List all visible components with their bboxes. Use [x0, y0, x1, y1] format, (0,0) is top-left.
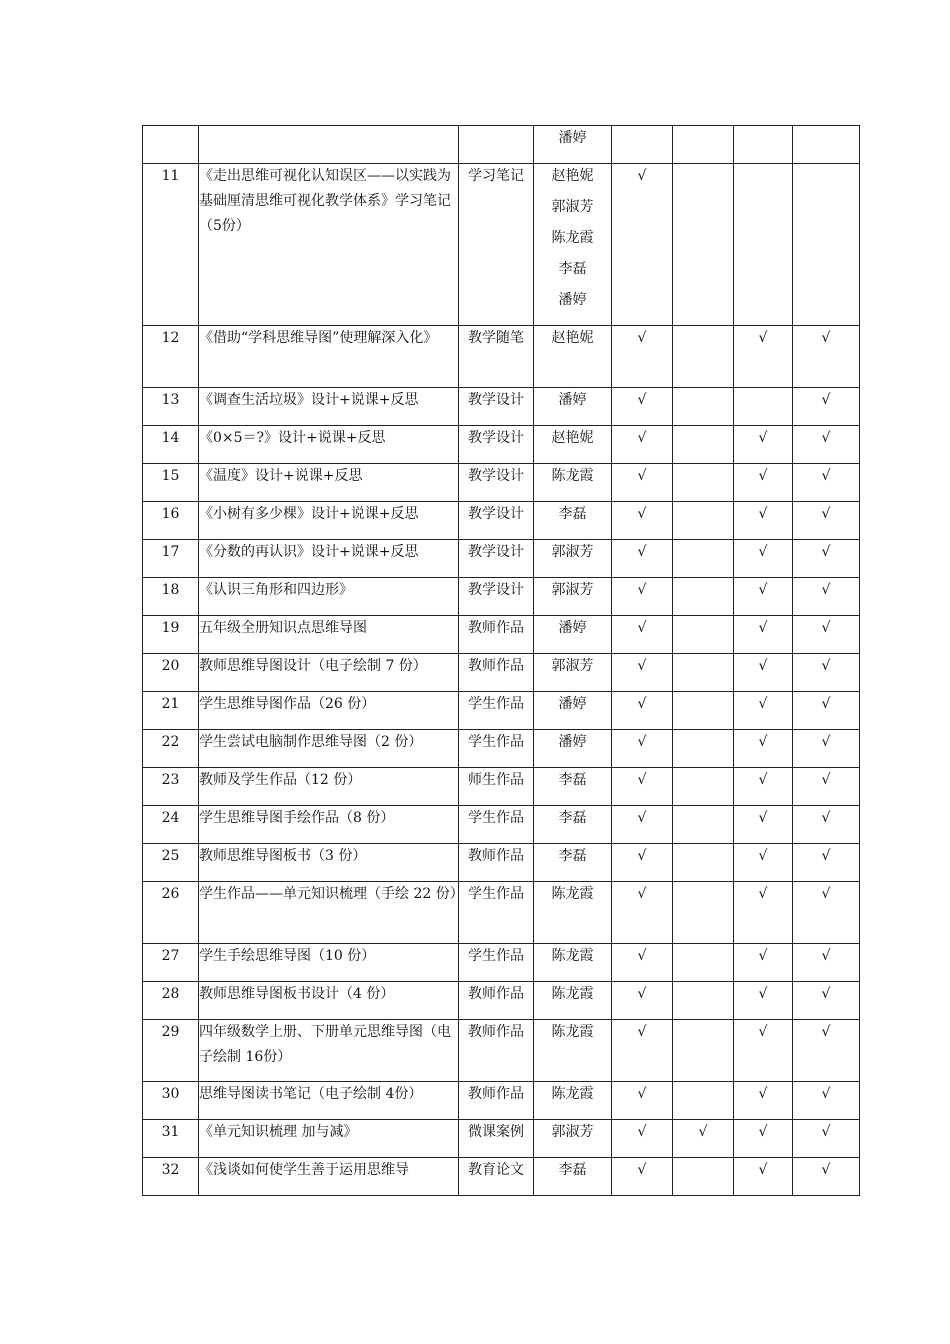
table-row	[143, 464, 860, 502]
row-number: 14	[143, 426, 199, 464]
check-mark-col1: √	[612, 426, 673, 464]
achievement-category: 学生作品	[459, 944, 534, 982]
achievement-category: 教学设计	[459, 388, 534, 426]
check-mark-col2	[673, 982, 734, 1020]
check-mark-col4: √	[793, 1082, 860, 1120]
check-mark-col3: √	[734, 540, 793, 578]
author-name: 潘婷	[558, 292, 587, 308]
check-mark-col2	[673, 616, 734, 654]
achievement-category: 教师作品	[459, 1082, 534, 1120]
author-name: 潘婷	[558, 130, 587, 146]
achievement-category: 教学设计	[459, 540, 534, 578]
check-mark-col1: √	[612, 806, 673, 844]
table-row	[143, 164, 860, 326]
achievement-category: 学生作品	[459, 806, 534, 844]
author-name: 陈龙霞	[551, 948, 594, 964]
author-list	[534, 882, 612, 944]
check-mark-col4: √	[793, 616, 860, 654]
check-mark-col4: √	[793, 326, 860, 388]
table-row	[143, 692, 860, 730]
check-mark-col1: √	[612, 464, 673, 502]
row-number: 30	[143, 1082, 199, 1120]
table-row	[143, 388, 860, 426]
author-list	[534, 502, 612, 540]
row-number: 20	[143, 654, 199, 692]
achievement-category: 学生作品	[459, 692, 534, 730]
achievement-title: 《分数的再认识》设计+说课+反思	[199, 540, 459, 578]
check-mark-col4: √	[793, 578, 860, 616]
author-name: 潘婷	[558, 696, 587, 712]
check-mark-col3: √	[734, 1082, 793, 1120]
achievement-category: 教师作品	[459, 654, 534, 692]
author-list	[534, 730, 612, 768]
table-row	[143, 126, 860, 164]
author-name: 李磊	[558, 1162, 587, 1178]
check-mark-col1: √	[612, 502, 673, 540]
author-list	[534, 616, 612, 654]
check-mark-col2	[673, 944, 734, 982]
author-list	[534, 944, 612, 982]
row-number: 18	[143, 578, 199, 616]
achievements-table	[142, 125, 860, 1196]
achievement-category: 教师作品	[459, 844, 534, 882]
table-row	[143, 616, 860, 654]
check-mark-col4: √	[793, 540, 860, 578]
achievement-category: 教学设计	[459, 502, 534, 540]
achievement-title: 教师思维导图板书设计（4 份）	[199, 982, 459, 1020]
check-mark-col4: √	[793, 982, 860, 1020]
check-mark-col2: √	[673, 1120, 734, 1158]
check-mark-col4: √	[793, 1020, 860, 1082]
row-number: 17	[143, 540, 199, 578]
table-row	[143, 982, 860, 1020]
check-mark-col2	[673, 426, 734, 464]
row-number: 15	[143, 464, 199, 502]
achievement-category: 教师作品	[459, 616, 534, 654]
check-mark-col1: √	[612, 1158, 673, 1196]
check-mark-col2	[673, 464, 734, 502]
check-mark-col1: √	[612, 944, 673, 982]
check-mark-col1: √	[612, 692, 673, 730]
achievement-title: 学生作品——单元知识梳理（手绘 22 份）	[199, 882, 459, 944]
row-number: 22	[143, 730, 199, 768]
author-name: 郭淑芳	[551, 582, 594, 598]
row-number: 19	[143, 616, 199, 654]
check-mark-col2	[673, 126, 734, 164]
author-name: 李磊	[558, 810, 587, 826]
check-mark-col1: √	[612, 578, 673, 616]
achievement-category: 学习笔记	[459, 164, 534, 326]
check-mark-col3: √	[734, 844, 793, 882]
check-mark-col3	[734, 126, 793, 164]
check-mark-col1: √	[612, 326, 673, 388]
check-mark-col4: √	[793, 1158, 860, 1196]
row-number: 32	[143, 1158, 199, 1196]
check-mark-col3: √	[734, 578, 793, 616]
author-name: 潘婷	[558, 734, 587, 750]
table-row	[143, 1020, 860, 1082]
table-row	[143, 730, 860, 768]
achievement-category: 教学设计	[459, 426, 534, 464]
row-number: 31	[143, 1120, 199, 1158]
author-list	[534, 388, 612, 426]
check-mark-col1: √	[612, 654, 673, 692]
check-mark-col4: √	[793, 806, 860, 844]
table-row	[143, 768, 860, 806]
author-name: 李磊	[558, 848, 587, 864]
achievement-title	[199, 126, 459, 164]
author-name: 陈龙霞	[551, 1086, 594, 1102]
author-list	[534, 126, 612, 164]
author-list	[534, 1082, 612, 1120]
author-list	[534, 426, 612, 464]
check-mark-col1: √	[612, 164, 673, 326]
achievement-title: 教师及学生作品（12 份）	[199, 768, 459, 806]
achievement-title: 学生尝试电脑制作思维导图（2 份）	[199, 730, 459, 768]
achievement-category: 教学随笔	[459, 326, 534, 388]
check-mark-col1: √	[612, 730, 673, 768]
achievement-category: 教师作品	[459, 1020, 534, 1082]
table-row	[143, 944, 860, 982]
row-number: 26	[143, 882, 199, 944]
check-mark-col3: √	[734, 806, 793, 844]
check-mark-col1: √	[612, 768, 673, 806]
row-number: 13	[143, 388, 199, 426]
check-mark-col2	[673, 654, 734, 692]
table-row	[143, 882, 860, 944]
check-mark-col2	[673, 1158, 734, 1196]
author-name: 赵艳妮	[551, 168, 594, 184]
table-row	[143, 326, 860, 388]
author-name: 赵艳妮	[551, 330, 594, 346]
author-name: 陈龙霞	[551, 886, 594, 902]
achievement-title: 学生思维导图手绘作品（8 份）	[199, 806, 459, 844]
check-mark-col3: √	[734, 426, 793, 464]
author-list	[534, 1020, 612, 1082]
author-list	[534, 1120, 612, 1158]
author-name: 赵艳妮	[551, 430, 594, 446]
check-mark-col3: √	[734, 944, 793, 982]
check-mark-col3: √	[734, 616, 793, 654]
table-row	[143, 806, 860, 844]
check-mark-col1: √	[612, 1120, 673, 1158]
author-list	[534, 164, 612, 326]
check-mark-col2	[673, 540, 734, 578]
row-number: 27	[143, 944, 199, 982]
check-mark-col3: √	[734, 730, 793, 768]
author-name: 李磊	[558, 506, 587, 522]
table-row	[143, 1120, 860, 1158]
check-mark-col2	[673, 882, 734, 944]
author-list	[534, 844, 612, 882]
row-number: 21	[143, 692, 199, 730]
row-number: 12	[143, 326, 199, 388]
check-mark-col4: √	[793, 844, 860, 882]
check-mark-col4	[793, 126, 860, 164]
achievement-category: 教师作品	[459, 982, 534, 1020]
check-mark-col1	[612, 126, 673, 164]
achievement-category	[459, 126, 534, 164]
achievement-title: 《浅谈如何使学生善于运用思维导	[199, 1158, 459, 1196]
row-number: 24	[143, 806, 199, 844]
achievement-category: 学生作品	[459, 730, 534, 768]
achievement-category: 师生作品	[459, 768, 534, 806]
achievement-title: 《0×5＝?》设计+说课+反思	[199, 426, 459, 464]
achievement-category: 学生作品	[459, 882, 534, 944]
table-row	[143, 1082, 860, 1120]
check-mark-col1: √	[612, 616, 673, 654]
author-name: 郭淑芳	[551, 1124, 594, 1140]
check-mark-col4: √	[793, 730, 860, 768]
check-mark-col3: √	[734, 882, 793, 944]
check-mark-col3: √	[734, 1020, 793, 1082]
row-number: 25	[143, 844, 199, 882]
check-mark-col4: √	[793, 944, 860, 982]
check-mark-col3: √	[734, 1158, 793, 1196]
check-mark-col4: √	[793, 464, 860, 502]
check-mark-col4: √	[793, 1120, 860, 1158]
check-mark-col4: √	[793, 426, 860, 464]
author-name: 李磊	[558, 261, 587, 277]
achievement-category: 教育论文	[459, 1158, 534, 1196]
check-mark-col3: √	[734, 1120, 793, 1158]
author-name: 陈龙霞	[551, 230, 594, 246]
check-mark-col3: √	[734, 326, 793, 388]
check-mark-col1: √	[612, 1020, 673, 1082]
check-mark-col1: √	[612, 982, 673, 1020]
table-row	[143, 502, 860, 540]
author-name: 郭淑芳	[551, 544, 594, 560]
author-list	[534, 540, 612, 578]
check-mark-col2	[673, 844, 734, 882]
check-mark-col4: √	[793, 768, 860, 806]
author-name: 郭淑芳	[551, 199, 594, 215]
check-mark-col2	[673, 502, 734, 540]
check-mark-col1: √	[612, 1082, 673, 1120]
author-name: 潘婷	[558, 620, 587, 636]
achievement-title: 《单元知识梳理 加与减》	[199, 1120, 459, 1158]
table-row	[143, 844, 860, 882]
check-mark-col2	[673, 768, 734, 806]
check-mark-col2	[673, 806, 734, 844]
author-name: 陈龙霞	[551, 986, 594, 1002]
check-mark-col4: √	[793, 502, 860, 540]
check-mark-col2	[673, 326, 734, 388]
check-mark-col1: √	[612, 882, 673, 944]
check-mark-col2	[673, 692, 734, 730]
author-list	[534, 578, 612, 616]
achievement-title: 《小树有多少棵》设计+说课+反思	[199, 502, 459, 540]
check-mark-col3: √	[734, 768, 793, 806]
check-mark-col3: √	[734, 464, 793, 502]
achievement-title: 四年级数学上册、下册单元思维导图（电子绘制 16份）	[199, 1020, 459, 1082]
achievement-title: 《走出思维可视化认知误区——以实践为基础厘清思维可视化教学体系》学习笔记（5份）	[199, 164, 459, 326]
table-row	[143, 426, 860, 464]
row-number	[143, 126, 199, 164]
check-mark-col3: √	[734, 692, 793, 730]
check-mark-col1: √	[612, 844, 673, 882]
achievement-title: 《借助“学科思维导图”使理解深入化》	[199, 326, 459, 388]
author-list	[534, 1158, 612, 1196]
check-mark-col2	[673, 1082, 734, 1120]
check-mark-col2	[673, 578, 734, 616]
achievement-title: 《调查生活垃圾》设计+说课+反思	[199, 388, 459, 426]
check-mark-col2	[673, 1020, 734, 1082]
author-name: 陈龙霞	[551, 1024, 594, 1040]
check-mark-col4	[793, 164, 860, 326]
achievement-category: 教学设计	[459, 578, 534, 616]
achievement-title: 学生手绘思维导图（10 份）	[199, 944, 459, 982]
author-list	[534, 464, 612, 502]
check-mark-col4: √	[793, 388, 860, 426]
row-number: 23	[143, 768, 199, 806]
row-number: 29	[143, 1020, 199, 1082]
achievement-title: 教师思维导图设计（电子绘制 7 份）	[199, 654, 459, 692]
table-row	[143, 540, 860, 578]
check-mark-col3	[734, 388, 793, 426]
table-row	[143, 654, 860, 692]
check-mark-col4: √	[793, 654, 860, 692]
row-number: 16	[143, 502, 199, 540]
check-mark-col4: √	[793, 882, 860, 944]
check-mark-col3: √	[734, 502, 793, 540]
achievement-title: 《温度》设计+说课+反思	[199, 464, 459, 502]
check-mark-col2	[673, 730, 734, 768]
check-mark-col3: √	[734, 982, 793, 1020]
author-list	[534, 982, 612, 1020]
author-name: 李磊	[558, 772, 587, 788]
achievement-category: 微课案例	[459, 1120, 534, 1158]
author-list	[534, 326, 612, 388]
achievement-title: 教师思维导图板书（3 份）	[199, 844, 459, 882]
achievement-title: 学生思维导图作品（26 份）	[199, 692, 459, 730]
check-mark-col3: √	[734, 654, 793, 692]
author-name: 陈龙霞	[551, 468, 594, 484]
author-list	[534, 654, 612, 692]
check-mark-col1: √	[612, 388, 673, 426]
row-number: 28	[143, 982, 199, 1020]
author-list	[534, 806, 612, 844]
check-mark-col2	[673, 388, 734, 426]
achievement-title: 《认识三角形和四边形》	[199, 578, 459, 616]
check-mark-col1: √	[612, 540, 673, 578]
table-body	[143, 126, 860, 1196]
author-list	[534, 768, 612, 806]
achievement-category: 教学设计	[459, 464, 534, 502]
table-row	[143, 1158, 860, 1196]
check-mark-col4: √	[793, 692, 860, 730]
author-name: 郭淑芳	[551, 658, 594, 674]
row-number: 11	[143, 164, 199, 326]
author-list	[534, 692, 612, 730]
table-row	[143, 578, 860, 616]
achievement-title: 思维导图读书笔记（电子绘制 4份）	[199, 1082, 459, 1120]
achievement-title: 五年级全册知识点思维导图	[199, 616, 459, 654]
check-mark-col3	[734, 164, 793, 326]
check-mark-col2	[673, 164, 734, 326]
author-name: 潘婷	[558, 392, 587, 408]
